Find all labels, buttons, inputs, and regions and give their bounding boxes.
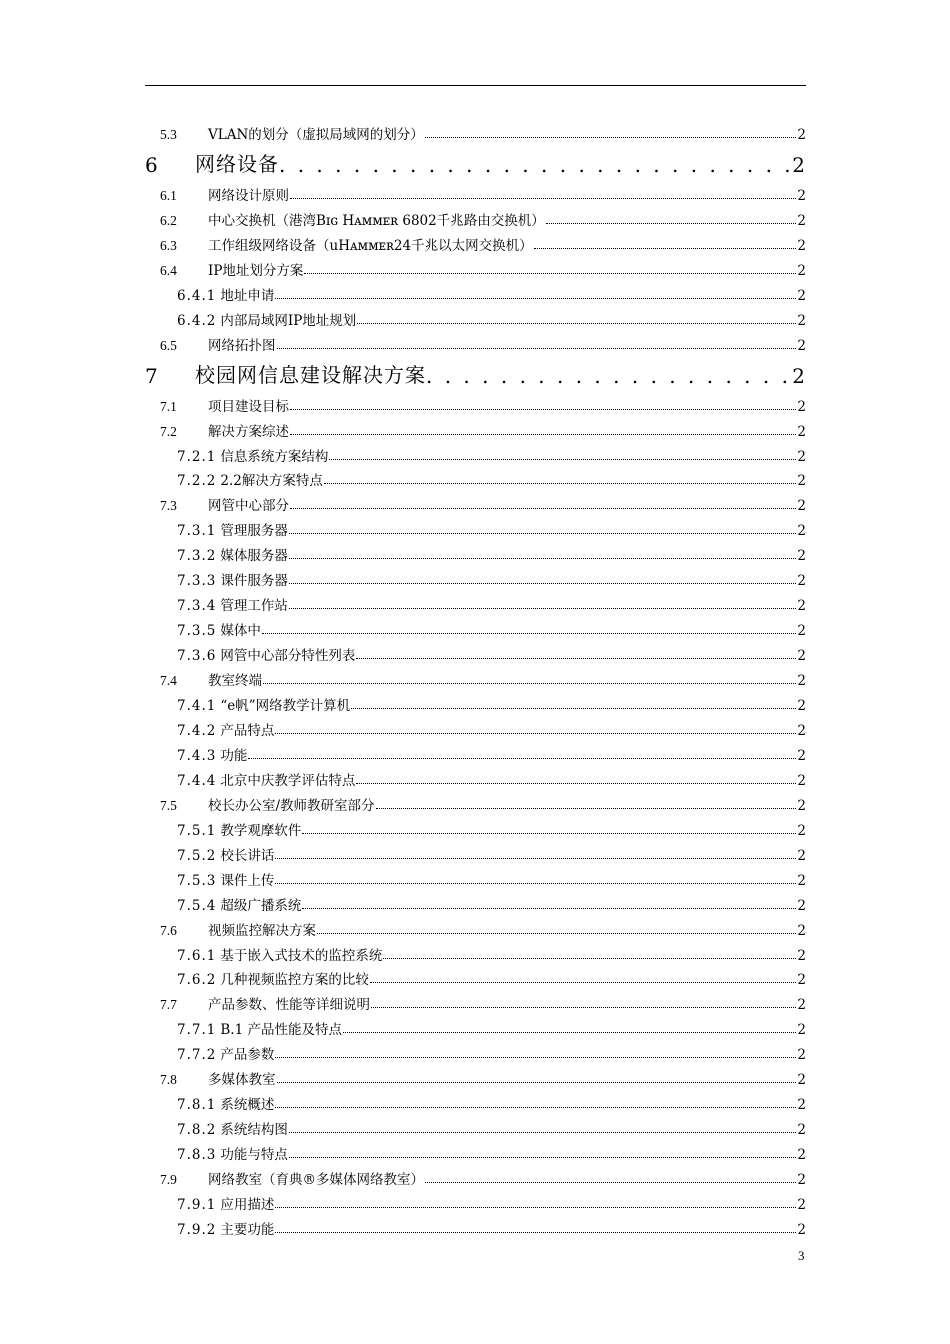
toc-entry-page: 2	[797, 448, 806, 465]
toc-entry-number: 7.7.2	[177, 1047, 217, 1064]
toc-entry-page: 2	[797, 673, 806, 690]
toc-leader-dots	[290, 508, 796, 509]
toc-leader-dots	[263, 683, 796, 684]
toc-leader-dots	[426, 364, 792, 388]
toc-entry-title: 教学观摩软件	[220, 822, 302, 839]
toc-entry[interactable]	[177, 564, 806, 589]
toc-entry-number: 7.3.3	[177, 573, 217, 590]
toc-entry-title: 产品特点	[220, 722, 275, 739]
toc-entry[interactable]	[177, 464, 806, 489]
toc-entry-title: 基于嵌入式技术的监控系统	[220, 947, 383, 964]
toc-entry-number: 7.5.3	[177, 872, 217, 889]
toc-leader-dots	[275, 858, 796, 859]
toc-entry-page: 2	[797, 423, 806, 440]
toc-entry-title: 课件服务器	[220, 573, 288, 590]
toc-leader-dots	[275, 1107, 796, 1108]
toc-entry-number: 6.4.2	[177, 312, 217, 329]
toc-entry-page: 2	[797, 473, 806, 490]
toc-entry[interactable]	[160, 664, 806, 689]
toc-entry-page: 2	[797, 1147, 806, 1164]
toc-entry-number: 7.1	[160, 398, 177, 414]
toc-leader-dots	[357, 323, 796, 324]
toc-entry-title: 2.2解决方案特点	[220, 473, 323, 490]
toc-leader-dots	[275, 1057, 796, 1058]
toc-leader-dots	[277, 1082, 797, 1083]
toc-leader-dots	[289, 1132, 797, 1133]
toc-entry-page: 2	[797, 922, 806, 939]
toc-entry-title: 视频监控解决方案	[208, 922, 316, 939]
toc-entry-title: VLAN的划分（虚拟局域网的划分）	[208, 127, 424, 143]
toc-entry-title: 北京中庆教学评估特点	[220, 772, 356, 789]
toc-leader-dots	[275, 733, 796, 734]
toc-entry[interactable]	[177, 1213, 806, 1238]
toc-entry[interactable]	[177, 963, 806, 988]
toc-entry[interactable]	[160, 789, 806, 814]
toc-leader-dots	[356, 658, 796, 659]
toc-leader-dots	[302, 833, 796, 834]
toc-entry[interactable]	[177, 1138, 806, 1163]
toc-entry-number: 7.6	[160, 922, 177, 938]
toc-leader-dots	[302, 908, 796, 909]
toc-entry[interactable]	[160, 390, 806, 415]
toc-entry-title: 工作组级网络设备（uHᴀᴍᴍᴇʀ24千兆以太网交换机）	[208, 237, 533, 254]
toc-entry-title: 中心交换机（港湾Bɪɢ Hᴀᴍᴍᴇʀ 6802千兆路由交换机）	[208, 212, 545, 229]
toc-entry[interactable]	[177, 539, 806, 564]
toc-entry-number: 7.9	[160, 1172, 177, 1188]
toc-leader-dots	[290, 409, 796, 410]
toc-entry-title: 校长办公室/教师教研室部分	[208, 797, 375, 814]
toc-leader-dots	[343, 1032, 796, 1033]
toc-entry-number: 7.4.3	[177, 747, 217, 764]
toc-entry-page: 2	[797, 262, 806, 279]
toc-entry-page: 2	[797, 997, 806, 1014]
toc-entry[interactable]	[177, 689, 806, 714]
toc-entry-page: 2	[797, 573, 806, 590]
toc-entry-title: 地址申请	[220, 287, 275, 304]
toc-entry-title: 功能	[220, 747, 248, 764]
toc-entry-page: 2	[797, 548, 806, 565]
toc-entry[interactable]	[177, 1188, 806, 1213]
toc-entry-title: “e帆”网络教学计算机	[220, 698, 351, 714]
toc-entry-page: 2	[797, 237, 806, 254]
toc-entry-number: 7.4.1	[177, 698, 217, 714]
toc-leader-dots	[289, 1157, 797, 1158]
toc-entry-page: 2	[797, 872, 806, 889]
toc-entry-number: 7.2	[160, 423, 177, 439]
toc-entry-page: 2	[797, 1047, 806, 1064]
toc-entry-number: 6	[145, 152, 159, 177]
toc-entry-page: 2	[797, 598, 806, 615]
toc-entry-page: 2	[797, 1221, 806, 1238]
page-number: 3	[798, 1248, 805, 1263]
toc-entry[interactable]	[177, 714, 806, 739]
toc-entry[interactable]	[160, 415, 806, 440]
toc-entry-page: 2	[797, 312, 806, 329]
toc-entry-number: 7.3.1	[177, 523, 217, 540]
toc-entry-title: 项目建设目标	[208, 398, 289, 415]
toc-entry-number: 7.5.4	[177, 897, 217, 914]
toc-entry-title: 管理服务器	[220, 523, 288, 540]
toc-entry[interactable]	[177, 739, 806, 764]
toc-leader-dots	[290, 198, 796, 199]
toc-entry-title: 教室终端	[208, 673, 262, 690]
toc-entry-number: 5.3	[160, 127, 177, 142]
toc-entry[interactable]	[177, 1088, 806, 1113]
toc-entry[interactable]	[160, 179, 806, 204]
toc-leader-dots	[317, 933, 796, 934]
toc-entry-page: 2	[797, 698, 806, 714]
toc-entry-title: B.1 产品性能及特点	[220, 1022, 342, 1039]
toc-entry-title: 系统结构图	[220, 1122, 288, 1139]
toc-leader-dots	[289, 533, 797, 534]
toc-entry-page: 2	[797, 747, 806, 764]
toc-entry[interactable]	[177, 1113, 806, 1138]
toc-entry-title: 系统概述	[220, 1097, 275, 1114]
toc-leader-dots	[289, 608, 797, 609]
toc-entry-number: 7.9.1	[177, 1197, 217, 1213]
toc-entry[interactable]	[177, 864, 806, 889]
toc-entry-page: 2	[797, 1122, 806, 1139]
toc-entry-title: 产品参数	[220, 1047, 275, 1064]
toc-entry-title: 主要功能	[220, 1221, 275, 1238]
toc-leader-dots	[275, 883, 796, 884]
toc-leader-dots	[275, 298, 796, 299]
toc-entry-title: 应用描述	[220, 1197, 275, 1213]
toc-entry[interactable]	[177, 889, 806, 914]
toc-leader-dots	[289, 583, 797, 584]
toc-entry-page: 2	[797, 797, 806, 814]
toc-entry[interactable]	[177, 939, 806, 964]
toc-entry-page: 2	[797, 648, 806, 665]
toc-entry-number: 7.8.2	[177, 1122, 217, 1139]
toc-entry[interactable]	[160, 1063, 806, 1088]
toc-entry[interactable]	[160, 988, 806, 1013]
toc-entry[interactable]	[177, 440, 806, 465]
toc-leader-dots	[304, 273, 796, 274]
toc-entry[interactable]	[177, 639, 806, 664]
toc-entry[interactable]	[177, 589, 806, 614]
toc-entry[interactable]	[145, 356, 806, 388]
toc-entry-page: 2	[797, 1097, 806, 1114]
toc-entry-title: 产品参数、性能等详细说明	[208, 997, 370, 1014]
toc-entry[interactable]	[177, 1038, 806, 1063]
toc-entry-number: 7.7.1	[177, 1022, 217, 1039]
toc-leader-dots	[376, 808, 797, 809]
toc-entry-number: 7.2.2	[177, 473, 217, 490]
toc-entry-page: 2	[797, 847, 806, 864]
toc-entry-title: 管理工作站	[220, 598, 288, 615]
toc-entry-number: 7.3.6	[177, 648, 217, 665]
toc-entry-number: 7.4	[160, 673, 177, 689]
toc-entry[interactable]	[177, 814, 806, 839]
toc-entry[interactable]	[177, 614, 806, 639]
toc-entry-number: 7	[145, 363, 159, 388]
toc-entry-number: 7.5	[160, 797, 177, 813]
toc-entry-number: 7.7	[160, 997, 177, 1013]
toc-entry-page: 2	[797, 398, 806, 415]
toc-entry-page: 2	[797, 287, 806, 304]
toc-leader-dots	[290, 434, 796, 435]
toc-entry-page: 2	[797, 1022, 806, 1039]
toc-entry[interactable]	[177, 514, 806, 539]
toc-entry[interactable]	[160, 204, 806, 229]
toc-entry-title: 校园网信息建设解决方案	[195, 362, 426, 387]
toc-entry[interactable]	[145, 145, 806, 177]
toc-entry-page: 2	[792, 363, 806, 388]
toc-entry-title: 媒体中	[220, 623, 261, 640]
toc-entry-number: 6.4.1	[177, 287, 217, 304]
toc-entry-page: 2	[797, 623, 806, 640]
toc-entry-number: 6.1	[160, 187, 177, 203]
toc-entry-number: 7.3.4	[177, 598, 217, 615]
toc-entry[interactable]	[177, 839, 806, 864]
toc-entry-title: 网络教室（育典®多媒体网络教室）	[208, 1172, 424, 1189]
toc-entry-title: 内部局域网IP地址规划	[220, 312, 357, 329]
toc-entry-title: 信息系统方案结构	[220, 448, 329, 465]
toc-entry-title: 网管中心部分特性列表	[220, 648, 356, 665]
toc-entry-page: 2	[797, 722, 806, 739]
toc-entry[interactable]	[177, 1013, 806, 1038]
toc-entry-title: 多媒体教室	[208, 1072, 276, 1089]
toc-leader-dots	[425, 137, 797, 138]
toc-entry-page: 2	[797, 897, 806, 914]
toc-entry-page: 2	[792, 152, 806, 177]
toc-entry-number: 7.8	[160, 1072, 177, 1088]
toc-entry-page: 2	[797, 337, 806, 354]
toc-leader-dots	[546, 223, 797, 224]
toc-entry-title: 媒体服务器	[220, 548, 288, 565]
toc-entry-title: 几种视频监控方案的比较	[220, 972, 369, 989]
toc-leader-dots	[351, 708, 796, 709]
toc-entry-title: 校长讲话	[220, 847, 275, 864]
toc-leader-dots	[248, 758, 796, 759]
toc-entry-page: 2	[797, 822, 806, 839]
toc-leader-dots	[275, 1207, 796, 1208]
toc-leader-dots	[370, 982, 797, 983]
toc-entry[interactable]	[160, 489, 806, 514]
toc-entry-title: 网络设备	[195, 151, 279, 176]
toc-entry-page: 2	[797, 212, 806, 229]
toc-entry[interactable]	[160, 1163, 806, 1188]
toc-entry-page: 2	[797, 772, 806, 789]
toc-leader-dots	[324, 483, 797, 484]
toc-entry-title: IP地址划分方案	[208, 262, 304, 279]
toc-entry[interactable]	[160, 329, 806, 354]
toc-entry[interactable]	[177, 304, 806, 329]
toc-entry-number: 7.9.2	[177, 1221, 217, 1238]
toc-entry[interactable]	[160, 254, 806, 279]
toc-entry-page: 2	[797, 947, 806, 964]
toc-entry-number: 7.3.5	[177, 623, 217, 640]
toc-entry-page: 2	[797, 498, 806, 515]
toc-entry-number: 7.6.1	[177, 947, 217, 964]
toc-entry-number: 6.2	[160, 212, 177, 228]
toc-leader-dots	[262, 633, 797, 634]
toc-entry-title: 网络设计原则	[208, 187, 289, 204]
toc-entry-page: 2	[797, 1072, 806, 1089]
toc-entry-number: 7.4.4	[177, 772, 217, 789]
toc-entry-page: 2	[797, 1172, 806, 1189]
toc-entry-number: 7.8.3	[177, 1147, 217, 1164]
toc-entry-page: 2	[797, 972, 806, 989]
toc-entry-number: 6.5	[160, 337, 177, 353]
toc-leader-dots	[329, 459, 796, 460]
toc-entry-number: 6.4	[160, 262, 177, 278]
toc-leader-dots	[279, 153, 792, 177]
toc-leader-dots	[275, 1232, 796, 1233]
toc-entry-title: 解决方案综述	[208, 423, 289, 440]
toc-entry-page: 2	[797, 1197, 806, 1213]
toc-entry-number: 7.4.2	[177, 722, 217, 739]
toc-leader-dots	[356, 783, 796, 784]
toc-entry[interactable]	[160, 914, 806, 939]
toc-entry-title: 课件上传	[220, 872, 275, 889]
toc-leader-dots	[277, 348, 797, 349]
toc-entry-number: 7.3	[160, 498, 177, 514]
toc-entry[interactable]	[160, 118, 806, 143]
toc-entry-title: 网管中心部分	[208, 498, 289, 515]
toc-entry-title: 网络拓扑图	[208, 337, 276, 354]
toc-leader-dots	[425, 1182, 796, 1183]
toc-entry[interactable]	[160, 229, 806, 254]
toc-entry-number: 7.3.2	[177, 548, 217, 565]
toc-entry-number: 7.5.2	[177, 847, 217, 864]
toc-entry-number: 7.5.1	[177, 822, 217, 839]
toc-entry-page: 2	[797, 187, 806, 204]
toc-entry[interactable]	[177, 279, 806, 304]
toc-entry-number: 7.8.1	[177, 1097, 217, 1114]
toc-leader-dots	[289, 558, 797, 559]
toc-entry-title: 超级广播系统	[220, 897, 302, 914]
toc-leader-dots	[383, 958, 796, 959]
toc-entry-number: 6.3	[160, 237, 177, 253]
toc-entry[interactable]	[177, 764, 806, 789]
toc-entry-page: 2	[797, 523, 806, 540]
toc-entry-page: 2	[797, 127, 806, 143]
toc-entry-number: 7.2.1	[177, 448, 217, 465]
toc-entry-number: 7.6.2	[177, 972, 217, 989]
toc-entry-title: 功能与特点	[220, 1147, 288, 1164]
toc-leader-dots	[534, 248, 797, 249]
toc-leader-dots	[371, 1007, 796, 1008]
header-rule	[145, 85, 806, 86]
